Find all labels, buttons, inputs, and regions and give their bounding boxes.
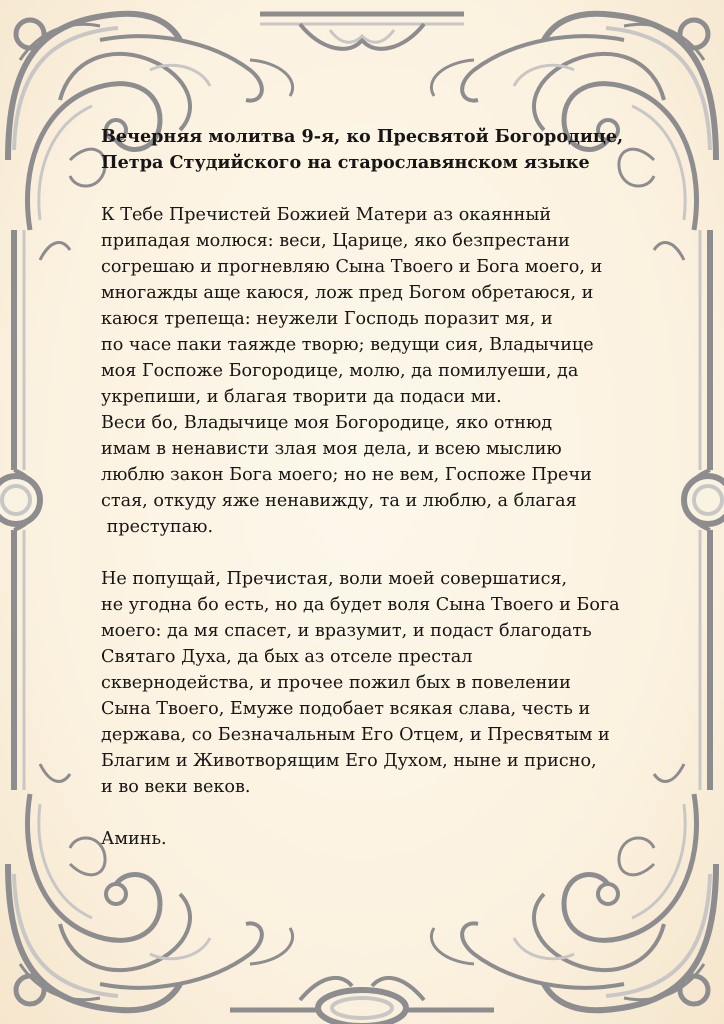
text-line: держава, со Безначальным Его Отцем, и Пресвятым и — [101, 725, 610, 745]
title-line-1: Вечерняя молитва 9-я, ко Пресвятой Богородице, — [101, 126, 624, 147]
text-line: многажды аще каюся, лож пред Богом обретаюся, и — [101, 283, 594, 303]
text-line: моего: да мя спасет, и вразумит, и подаст благодать — [101, 621, 592, 641]
prayer-text — [101, 124, 681, 852]
paragraph-1 — [101, 202, 681, 540]
text-line: и во веки веков. — [101, 777, 251, 797]
text-line: К Тебе Пречистей Божией Матери аз окаянный — [101, 205, 552, 225]
text-line: припадая молюся: веси, Царице, яко безпрестани — [101, 231, 570, 251]
text-line: Веси бо, Владычице моя Богородице, яко отнюд — [101, 413, 553, 433]
text-line: сквернодейства, и прочее пожил бых в повелении — [101, 673, 571, 693]
text-line: моя Госпоже Богородице, молю, да помилуеши, да — [101, 361, 579, 381]
text-line: не угодна бо есть, но да будет воля Сына Твоего и Бога — [101, 595, 620, 615]
paragraph-2 — [101, 566, 681, 800]
text-line: укрепиши, и благая творити да подаси ми. — [101, 387, 502, 407]
text-line: Не попущай, Пречистая, воли моей совершатися, — [101, 569, 568, 589]
text-line: Сына Твоего, Емуже подобает всякая слава, честь и — [101, 699, 591, 719]
closing-amen: Аминь. — [101, 829, 167, 849]
text-line: преступаю. — [101, 517, 214, 537]
text-line: имам в ненависти злая моя дела, и всею мыслию — [101, 439, 562, 459]
text-line: стая, откуду яже ненавижду, та и люблю, а благая — [101, 491, 577, 511]
text-line: люблю закон Бога моего; но не вем, Госпоже Пречи — [101, 465, 592, 485]
text-line: по часе паки таяжде творю; ведущи сия, Владычице — [101, 335, 594, 355]
text-line: согрешаю и прогневляю Сына Твоего и Бога моего, и — [101, 257, 603, 277]
text-line: каюся трепеща: неужели Господь поразит мя, и — [101, 309, 553, 329]
text-line: Благим и Животворящим Его Духом, ныне и присно, — [101, 751, 597, 771]
text-line: Святаго Духа, да бых аз отселе престал — [101, 647, 473, 667]
title-line-2: Петра Студийского на старославянском языке — [101, 152, 590, 173]
